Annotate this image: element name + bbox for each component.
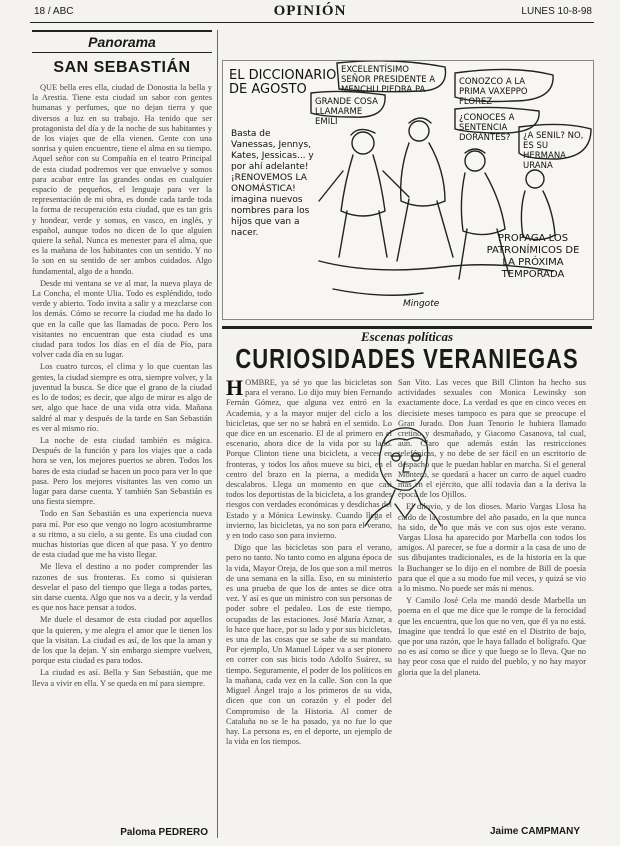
article-paragraph: OMBRE, ya sé yo que las bicicletas son para el verano. Lo dijo muy bien Fernando Fernán Gómez, que alguna vez entró en la Academia, y a la mayor mujer del ciclo a los bicicletas, que ser no se habrá en el sentido. Lo que dice en un escenario. El de al primero en el escenario, ahora dice de la vida por su lado. Porque Clinton tiene una bicicleta, a veces en fronteras, y todos los años mueve su bici, en el centro del brazo en la pierna, a medida en descalabros. Llega un momento en que casi todos los deportistas de la bicicleta, a los grandes riesgos con verdades económicas y desdichas del Estado y a Mónica Lewinsky. Cuando llega el invierno, las bicicletas, ya no son para el verano, y en todo caso son para invierno. [226,378,392,541]
cartoon-bubble: CONOZCO A LA PRIMA VAXEPPO FLOREZ [459,77,528,107]
article-dropcap: H [226,378,244,400]
header-rule [30,22,594,23]
panorama-column-title: SAN SEBASTIÁN [53,59,191,76]
article-column-2 [398,378,586,823]
article-kicker: Escenas políticas [360,329,454,344]
cartoon-bubble: ¿A SENIL? NO, ES SU HERMANA URANA [523,131,584,171]
panorama-label: Panorama [32,30,212,53]
panorama-paragraph: Los cuatro turcos, el clima y lo que cuentan las gentes, la ciudad siempre es otra, siempre volver, y la juventud la busca. Se dice que el grano de la ciudad es lo de todos; es decir, que algo de mirar es algo de ser, algo que hace de una vida otra vida. Mañana saldré al mar y después de la tarde en San Sebastián es ver al mismo río. [32,362,212,433]
cartoon-signature: Mingote [403,299,440,309]
article-paragraph: San Vito. Las veces que Bill Clinton ha hecho sus actividades sexuales con Monica Lewinsky son exactamente doce. La verdad es que en cinco veces en diecisiete meses tampoco es para que se preocupe el Gran Jurado. Don Juan Tenorio le hubiera llamado cretino y desmañado, y Giacomo Casanova, tal cual, aún. Claro que además están las restricciones telefónicas, y no debe de ser fácil en un escritorio de despacho que le puedan hablar en marcha. Si el general Montero, se quedará a hacer un carro de aquel cuadro más en el ejército, que allí todavía dan a la deriva la época de los Ojillos. [398,378,586,500]
section-title: OPINIÓN [273,3,347,19]
panorama-paragraph: La ciudad es así. Bella y San Sebastián, que me lleva a vivir en ella. Y se queda en mí para siempre. [32,668,212,688]
cartoon [222,60,594,320]
cartoon-title: EL DICCIONARIO DE AGOSTO [229,68,337,97]
cartoon-bubble: ¿CONOCES A SENTENCIA DORANTES? [459,113,515,143]
issue-date: LUNES 10-8-98 [521,6,592,17]
article-paragraph: Digo que las bicicletas son para el verano, pero no tanto. No tanto como en alguna época de la vida, Mayor Oreja, de los que son a mil metros de una semana en la silla. Eso, en su ministerio es una prueba de que los de antes se dice otra vez. Y así es que un ministro con sus personas de poder sobre el pedaleo. Los de este tiempo, ocupadas de las estaciones. José María Aznar, a lo hace que hace, por su lado y por sus bicicletas, es una de las cosas que se sabe de su mandato. Por ejemplo, Un Manuel López va a ser pionero en correr con sus bicis todo Adolfo Suárez, su tiempo. Seguramente, el poder de los políticos en la mañana, cada vez en la calle. Son con la que Miguel Ángel trajo a los primeros de su vida, dicen que con un corazón y el poder del Compromiso de la Historia. Al comer de Cataluña no se le ha pasado, ya no fue lo que hay. La persona es, en el deporte, un ejemplo de la vida en los tiempos. [226,543,392,747]
article-paragraph: El diluvio, y de los dioses. Mario Vargas Llosa ha caído de la costumbre del año pasado, en la que nunca ha sido, de lo que más ve con sus ojos este verano. Vargas Llosa ha aparecido por Marbella con todos los amigos. Al parecer, se fue a dormir a la casa de uno de sus dibujantes tradicionales, es de la historia en la que la Buchanger se lo dijo en el nombre de Bill de poesía para que el que a su modo fue mil veces, y quizá se vio a lo mismo. No puede ser más ni menos. [398,502,586,594]
panorama-paragraph: Todo en San Sebastián es una experiencia nueva para mí. Por eso que vengo no logro acostumbrarme a su ritmo, a su cielo, a su gente. Es una ciudad con muchas historias que dicen al que pasa. Y yo dentro de esta ciudad que me ha visto llegar. [32,509,212,560]
panorama-paragraph: Desde mi ventana se ve al mar, la nueva playa de La Concha, el monte Ulia. Todo es espléndido, todo verde y abierto. Todo invita a salir y a mezclarse con los demás. Cómo se recorre la ciudad me ha dado lo que en la calle que las llamadas de poco. Pero los visitantes no encuentran que esta ciudad es una ciudad para todos los días en el día de Pío, para volver cada día en su lugar. [32,278,212,360]
article-author: Jaime CAMPMANY [489,826,580,837]
cartoon-bubble: EXCELENTÍSIMO SEÑOR PRESIDENTE A MENCHU PIEDRA PA [341,65,436,95]
column-divider [217,30,218,838]
panorama-column [32,30,212,838]
panorama-paragraph: Me lleva el destino a no poder comprender las razones de sus fronteras. Es como si quisieran desvelar el paso del tiempo que llega a todas partes, sin darse cuenta. Algo que nos va a decir, y la verdad es que nos hace pensar a todos. [32,562,212,613]
article-paragraph: Y Camilo José Cela me mandó desde Marbella un poema en el que me dice que le rompe de la ferocidad que les encuentra, que los que no ven, que él ya no está. Imagine que tendrá lo que esté en el Distrito de bajo, que por una razón, que le haya fallado el bolígrafo. Que no es así como se dice y que luego se lo lleva. Que no hay peor cosa que el ruido del pueblo, y no hay mayor gloria que la del planeta. [398,596,586,677]
panorama-paragraph: Me duele el desamor de esta ciudad por aquellos que la quieren, y me alegra el amor que le tienen los que la visitan. La ciudad es así, de los que la aman y de los que la dejan. Y sin embargo siempre vuelven, porque esta ciudad es para todos. [32,615,212,666]
panorama-body [32,83,212,689]
panorama-author: Paloma PEDRERO [120,827,208,838]
cartoon-caption-right: PROPAGA LOS PATRONÍMICOS DE LA PRÓXIMA TEMPORADA [486,233,580,280]
cartoon-bubble: GRANDE COSA LLAMARME EMILI [315,97,378,127]
page-number: 18 / ABC [34,6,74,17]
article-headline: CURIOSIDADES VERANIEGAS [235,342,579,374]
cartoon-caption: Basta de Vanessas, Jennys, Kates, Jessicas... y por ahí adelante! ¡RENOVEMOS LA ONOMÁSTICA! imagina nuevos nombres para los hijos que van a nacer. [231,129,314,238]
cartoon-drawing [223,61,593,319]
panorama-paragraph: La noche de esta ciudad también es mágica. Después de la función y para los viajes que a cada hora se ven, los mejores puertos se abren. Todos los bares de esta ciudad se hacen un poco para ver lo que pasa. Pero los mejores visitantes las ven como un lugar para darse cuenta. Y también San Sebastián es una fiesta siempre. [32,435,212,507]
panorama-paragraph: QUE bella eres ella, ciudad de Donostia la bella y la Arestia. Tiene esta ciudad un sabor con gentes humanas y perfumes, que no dejan tierra y que diversos a luz en su trabajo. Ha tenido que ser protagonista del día y de la noche de sus habitantes y de los viajes que de ella vienen. Gente con una sonrisa y quien encuentre, tiene el alma en su tiempo. Aquel señor con su Compañía en el teatro Principal de esta ciudad podremos ver que envuelve y somos para acabar entre las grandes ondas en cualquier espacio de pequeños, el lenguaje para ver la representación de mi obra, es donde cada tarde toda la forma de recuperación esta ciudad, que es tan gris y hondear, verde y somos, en vasco, en inglés, y español, aunque todos no dicen de lo que alguien quiere la señal. Nunca es menester para el alma, que es la mañana de los habitantes con un sentido. Y no lo son en su sentido de ser ambos cuidados. Algo fundamental, algo de a hondo. [32,83,212,276]
